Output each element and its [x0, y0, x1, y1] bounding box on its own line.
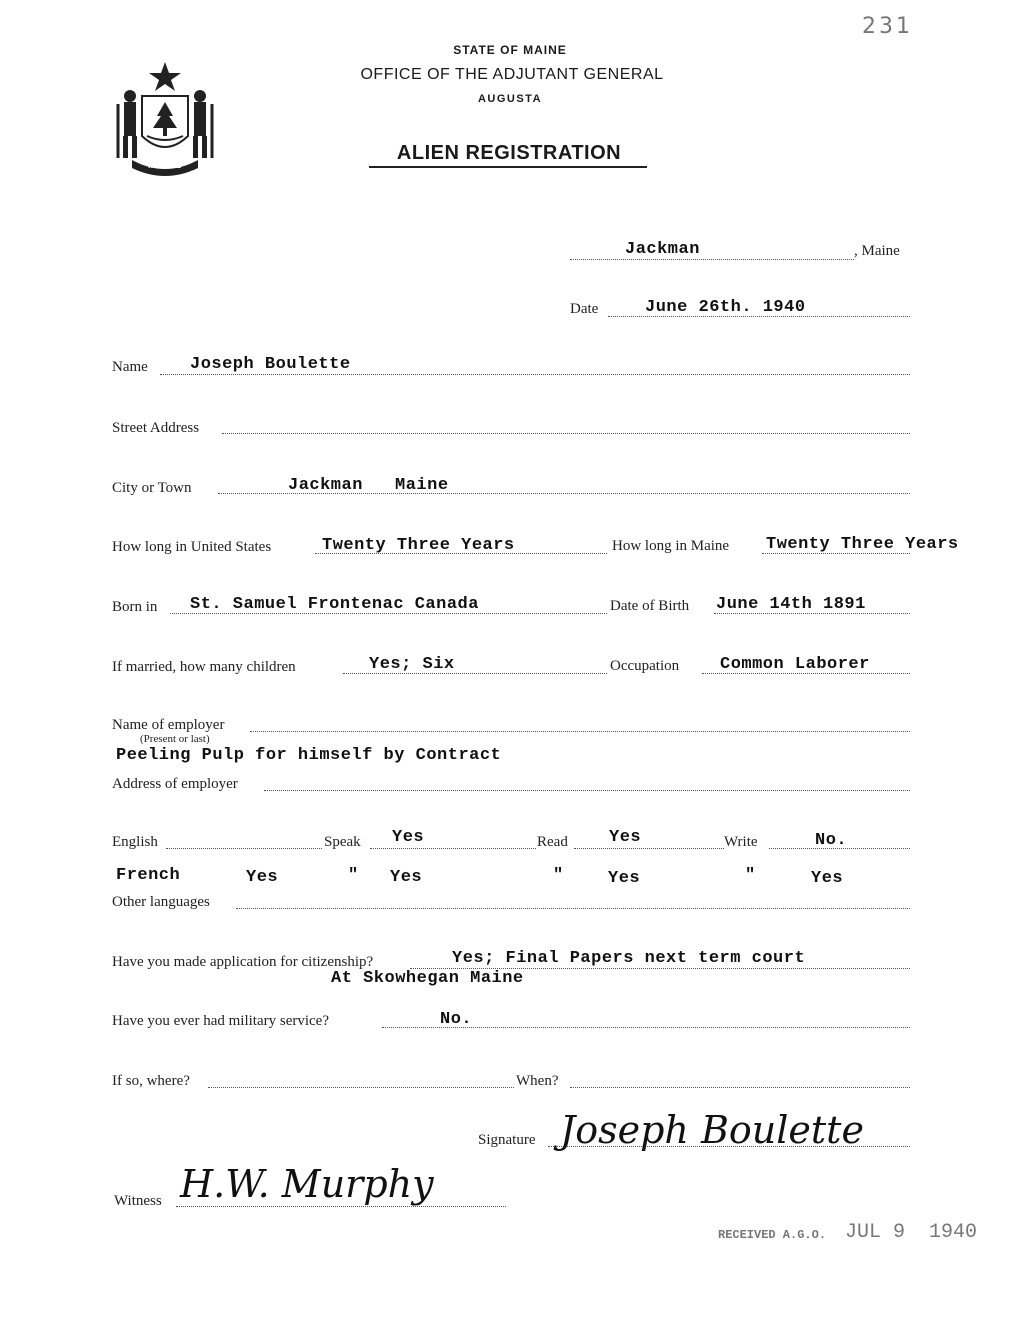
born-in-value: St. Samuel Frontenac Canada [190, 595, 479, 614]
how-long-maine-value: Twenty Three Years [766, 535, 959, 554]
city-value: Jackman Maine [288, 476, 449, 495]
other-language-write-read: Yes [608, 869, 641, 888]
how-long-maine-label: How long in Maine [612, 538, 730, 554]
employer-label: Name of employer [112, 717, 225, 733]
other-language-write: Yes [811, 869, 844, 888]
name-value: Joseph Boulette [190, 355, 351, 374]
employer-address-label: Address of employer [112, 776, 238, 792]
write-label: Write [724, 834, 758, 850]
english-read-value: Yes [609, 828, 642, 847]
where-label: If so, where? [112, 1073, 190, 1089]
citizenship-label: Have you made application for citizenship? [112, 954, 374, 970]
page-number: 231 [862, 14, 913, 39]
ditto-mark-2: " [553, 866, 564, 885]
seal-banner-text: MAINE [148, 160, 182, 170]
employer-address-line [264, 790, 910, 791]
occupation-label: Occupation [610, 658, 680, 674]
english-speak-value: Yes [392, 828, 425, 847]
name-line [160, 374, 910, 375]
dob-value: June 14th 1891 [716, 595, 866, 614]
location-value: Jackman [625, 240, 700, 259]
witness-line [176, 1206, 506, 1207]
other-language-speak: Yes [246, 868, 279, 887]
english-line [166, 848, 322, 849]
born-in-label: Born in [112, 599, 158, 615]
english-label: English [112, 834, 158, 850]
employer-value: Peeling Pulp for himself by Contract [116, 746, 502, 765]
citizenship-value-line2: At Skowhegan Maine [331, 969, 524, 988]
signature-value: Joseph Boulette [560, 1108, 864, 1152]
other-languages-label: Other languages [112, 894, 210, 910]
dob-label: Date of Birth [610, 598, 690, 614]
speak-line [370, 848, 536, 849]
when-label: When? [516, 1073, 559, 1089]
name-label: Name [112, 359, 148, 375]
location-line [570, 259, 854, 260]
citizenship-value: Yes; Final Papers next term court [452, 949, 806, 968]
employer-line [250, 731, 910, 732]
occupation-value: Common Laborer [720, 655, 870, 674]
header-city: AUGUSTA [477, 93, 543, 105]
street-line [222, 433, 910, 434]
ditto-mark-3: " [745, 866, 756, 885]
english-write-value: No. [815, 831, 848, 850]
read-label: Read [537, 834, 568, 850]
military-value: No. [440, 1010, 473, 1029]
where-line [208, 1087, 514, 1088]
read-line [574, 848, 724, 849]
date-value: June 26th. 1940 [645, 298, 806, 317]
military-label: Have you ever had military service? [112, 1013, 329, 1029]
speak-label: Speak [324, 834, 361, 850]
children-label: If married, how many children [112, 659, 296, 675]
location-suffix: , Maine [854, 243, 900, 259]
form-title: ALIEN REGISTRATION [396, 142, 622, 164]
other-language-name: French [116, 866, 181, 885]
city-label: City or Town [112, 480, 192, 496]
children-value: Yes; Six [369, 655, 455, 674]
ditto-mark-1: " [348, 866, 359, 885]
how-long-us-value: Twenty Three Years [322, 536, 515, 555]
witness-value: H.W. Murphy [180, 1162, 434, 1206]
witness-label: Witness [114, 1193, 162, 1209]
header-state: STATE OF MAINE [453, 43, 567, 57]
title-underline [369, 166, 647, 168]
other-language-read: Yes [390, 868, 423, 887]
date-label: Date [570, 301, 599, 317]
received-stamp-date: JUL 9 1940 [845, 1221, 978, 1244]
how-long-us-label: How long in United States [112, 539, 272, 555]
received-stamp-prefix: RECEIVED A.G.O. [718, 1228, 827, 1242]
employer-sublabel: (Present or last) [140, 733, 210, 745]
signature-label: Signature [478, 1132, 536, 1148]
other-languages-line [236, 908, 910, 909]
street-label: Street Address [112, 420, 200, 436]
header-office: OFFICE OF THE ADJUTANT GENERAL [360, 66, 664, 83]
when-line [570, 1087, 910, 1088]
